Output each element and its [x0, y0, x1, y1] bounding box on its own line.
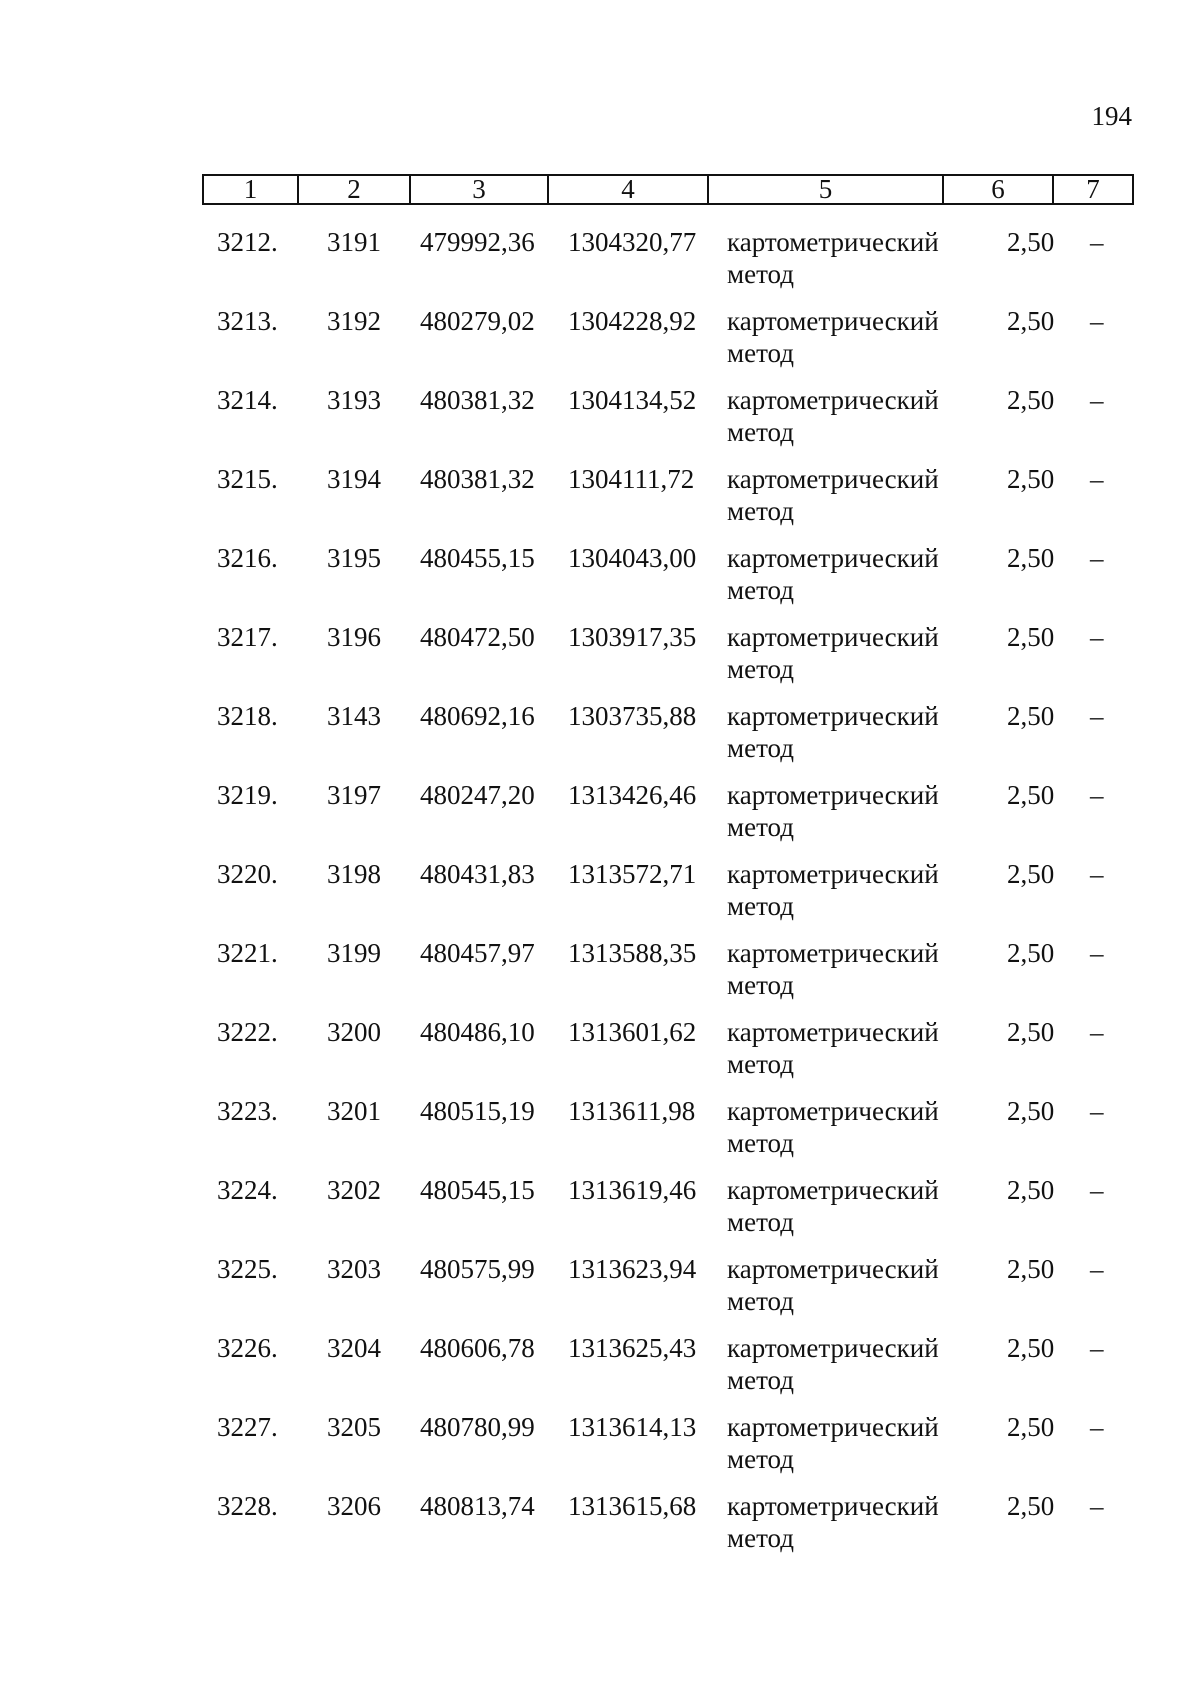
page-number: 194	[1091, 101, 1132, 131]
accuracy-value: 2,50	[1007, 1175, 1055, 1205]
y-coordinate: 1303917,35	[568, 622, 697, 652]
accuracy-value: 2,50	[1007, 780, 1055, 810]
point-id: 3206	[327, 1491, 381, 1521]
row-number: 3219.	[217, 780, 278, 810]
column-header-row	[203, 175, 1133, 204]
method-cell	[727, 1095, 939, 1159]
accuracy-value: 2,50	[1007, 622, 1055, 652]
point-id: 3192	[327, 306, 381, 336]
row-number: 3217.	[217, 622, 278, 652]
x-coordinate: 480381,32	[420, 385, 535, 415]
point-id: 3203	[327, 1254, 381, 1284]
method-line-1: картометрический	[727, 385, 939, 415]
point-id: 3195	[327, 543, 381, 573]
method-cell	[727, 1490, 939, 1554]
method-line-2: метод	[727, 1365, 794, 1395]
column-header-4: 4	[548, 175, 708, 204]
x-coordinate: 479992,36	[420, 227, 535, 257]
method-cell	[727, 700, 939, 764]
accuracy-value: 2,50	[1007, 1254, 1055, 1284]
point-id: 3193	[327, 385, 381, 415]
y-coordinate: 1313623,94	[568, 1254, 697, 1284]
table-row	[202, 1174, 1132, 1253]
row-number: 3223.	[217, 1096, 278, 1126]
point-id: 3200	[327, 1017, 381, 1047]
method-line-2: метод	[727, 812, 794, 842]
row-number: 3225.	[217, 1254, 278, 1284]
method-cell	[727, 1174, 939, 1238]
method-line-1: картометрический	[727, 1412, 939, 1442]
accuracy-value: 2,50	[1007, 701, 1055, 731]
y-coordinate: 1313572,71	[568, 859, 697, 889]
accuracy-value: 2,50	[1007, 938, 1055, 968]
row-number: 3216.	[217, 543, 278, 573]
method-line-2: метод	[727, 1523, 794, 1553]
method-cell	[727, 1253, 939, 1317]
method-line-1: картометрический	[727, 1254, 939, 1284]
accuracy-value: 2,50	[1007, 306, 1055, 336]
table-row	[202, 1332, 1132, 1411]
y-coordinate: 1304228,92	[568, 306, 697, 336]
method-cell	[727, 937, 939, 1001]
table-row	[202, 937, 1132, 1016]
method-line-2: метод	[727, 1286, 794, 1316]
method-line-1: картометрический	[727, 1096, 939, 1126]
accuracy-value: 2,50	[1007, 1096, 1055, 1126]
column-header-1: 1	[203, 175, 298, 204]
column-header-7: 7	[1053, 175, 1133, 204]
y-coordinate: 1304134,52	[568, 385, 697, 415]
method-line-1: картометрический	[727, 1175, 939, 1205]
x-coordinate: 480692,16	[420, 701, 535, 731]
method-cell	[727, 384, 939, 448]
method-line-1: картометрический	[727, 701, 939, 731]
point-id: 3204	[327, 1333, 381, 1363]
method-line-2: метод	[727, 417, 794, 447]
accuracy-value: 2,50	[1007, 1333, 1055, 1363]
method-line-1: картометрический	[727, 306, 939, 336]
point-id: 3198	[327, 859, 381, 889]
table-row	[202, 1490, 1132, 1569]
point-id: 3202	[327, 1175, 381, 1205]
table-row	[202, 1016, 1132, 1095]
point-id: 3194	[327, 464, 381, 494]
empty-dash: –	[1090, 622, 1104, 652]
y-coordinate: 1313611,98	[568, 1096, 696, 1126]
empty-dash: –	[1090, 1096, 1104, 1126]
method-line-2: метод	[727, 1444, 794, 1474]
point-id: 3199	[327, 938, 381, 968]
row-number: 3215.	[217, 464, 278, 494]
table-row	[202, 779, 1132, 858]
accuracy-value: 2,50	[1007, 859, 1055, 889]
method-line-1: картометрический	[727, 859, 939, 889]
column-header-table	[202, 174, 1134, 205]
table-row	[202, 384, 1132, 463]
y-coordinate: 1303735,88	[568, 701, 697, 731]
empty-dash: –	[1090, 701, 1104, 731]
point-id: 3197	[327, 780, 381, 810]
x-coordinate: 480780,99	[420, 1412, 535, 1442]
point-id: 3191	[327, 227, 381, 257]
x-coordinate: 480545,15	[420, 1175, 535, 1205]
x-coordinate: 480486,10	[420, 1017, 535, 1047]
x-coordinate: 480472,50	[420, 622, 535, 652]
column-header-2: 2	[298, 175, 410, 204]
accuracy-value: 2,50	[1007, 543, 1055, 573]
row-number: 3222.	[217, 1017, 278, 1047]
row-number: 3221.	[217, 938, 278, 968]
row-number: 3228.	[217, 1491, 278, 1521]
x-coordinate: 480606,78	[420, 1333, 535, 1363]
y-coordinate: 1313625,43	[568, 1333, 697, 1363]
method-line-2: метод	[727, 575, 794, 605]
accuracy-value: 2,50	[1007, 1412, 1055, 1442]
method-line-2: метод	[727, 338, 794, 368]
row-number: 3227.	[217, 1412, 278, 1442]
x-coordinate: 480247,20	[420, 780, 535, 810]
empty-dash: –	[1090, 1333, 1104, 1363]
x-coordinate: 480431,83	[420, 859, 535, 889]
method-cell	[727, 1016, 939, 1080]
method-line-1: картометрический	[727, 227, 939, 257]
method-line-2: метод	[727, 259, 794, 289]
method-line-1: картометрический	[727, 1333, 939, 1363]
x-coordinate: 480455,15	[420, 543, 535, 573]
empty-dash: –	[1090, 1412, 1104, 1442]
method-cell	[727, 1332, 939, 1396]
y-coordinate: 1313615,68	[568, 1491, 697, 1521]
accuracy-value: 2,50	[1007, 1017, 1055, 1047]
table-row	[202, 463, 1132, 542]
empty-dash: –	[1090, 306, 1104, 336]
method-cell	[727, 542, 939, 606]
method-line-2: метод	[727, 891, 794, 921]
table-row	[202, 305, 1132, 384]
table-row	[202, 1095, 1132, 1174]
row-number: 3212.	[217, 227, 278, 257]
x-coordinate: 480279,02	[420, 306, 535, 336]
point-id: 3196	[327, 622, 381, 652]
empty-dash: –	[1090, 464, 1104, 494]
method-line-1: картометрический	[727, 938, 939, 968]
x-coordinate: 480515,19	[420, 1096, 535, 1126]
method-line-2: метод	[727, 970, 794, 1000]
point-id: 3143	[327, 701, 381, 731]
table-body	[202, 226, 1132, 1569]
accuracy-value: 2,50	[1007, 385, 1055, 415]
row-number: 3220.	[217, 859, 278, 889]
column-header-5: 5	[708, 175, 943, 204]
accuracy-value: 2,50	[1007, 464, 1055, 494]
table-row	[202, 700, 1132, 779]
method-cell	[727, 858, 939, 922]
empty-dash: –	[1090, 938, 1104, 968]
table-row	[202, 1253, 1132, 1332]
y-coordinate: 1304111,72	[568, 464, 695, 494]
table-row	[202, 621, 1132, 700]
y-coordinate: 1313601,62	[568, 1017, 697, 1047]
empty-dash: –	[1090, 1017, 1104, 1047]
method-line-1: картометрический	[727, 543, 939, 573]
column-header-3: 3	[410, 175, 548, 204]
y-coordinate: 1313588,35	[568, 938, 697, 968]
method-line-2: метод	[727, 1128, 794, 1158]
empty-dash: –	[1090, 1175, 1104, 1205]
empty-dash: –	[1090, 1254, 1104, 1284]
y-coordinate: 1313426,46	[568, 780, 697, 810]
y-coordinate: 1304320,77	[568, 227, 697, 257]
x-coordinate: 480457,97	[420, 938, 535, 968]
x-coordinate: 480575,99	[420, 1254, 535, 1284]
method-cell	[727, 226, 939, 290]
method-line-1: картометрический	[727, 780, 939, 810]
method-line-1: картометрический	[727, 622, 939, 652]
row-number: 3214.	[217, 385, 278, 415]
method-line-2: метод	[727, 654, 794, 684]
method-cell	[727, 779, 939, 843]
method-cell	[727, 305, 939, 369]
empty-dash: –	[1090, 1491, 1104, 1521]
point-id: 3205	[327, 1412, 381, 1442]
method-line-2: метод	[727, 1207, 794, 1237]
column-header-6: 6	[943, 175, 1053, 204]
row-number: 3226.	[217, 1333, 278, 1363]
table-row	[202, 1411, 1132, 1490]
accuracy-value: 2,50	[1007, 227, 1055, 257]
y-coordinate: 1313614,13	[568, 1412, 697, 1442]
method-line-1: картометрический	[727, 1017, 939, 1047]
method-line-2: метод	[727, 733, 794, 763]
method-line-2: метод	[727, 496, 794, 526]
method-line-2: метод	[727, 1049, 794, 1079]
method-cell	[727, 463, 939, 527]
empty-dash: –	[1090, 385, 1104, 415]
method-cell	[727, 621, 939, 685]
accuracy-value: 2,50	[1007, 1491, 1055, 1521]
row-number: 3213.	[217, 306, 278, 336]
row-number: 3224.	[217, 1175, 278, 1205]
method-cell	[727, 1411, 939, 1475]
empty-dash: –	[1090, 227, 1104, 257]
x-coordinate: 480813,74	[420, 1491, 535, 1521]
empty-dash: –	[1090, 780, 1104, 810]
table-row	[202, 858, 1132, 937]
row-number: 3218.	[217, 701, 278, 731]
y-coordinate: 1313619,46	[568, 1175, 697, 1205]
empty-dash: –	[1090, 859, 1104, 889]
empty-dash: –	[1090, 543, 1104, 573]
x-coordinate: 480381,32	[420, 464, 535, 494]
method-line-1: картометрический	[727, 1491, 939, 1521]
table-row	[202, 542, 1132, 621]
method-line-1: картометрический	[727, 464, 939, 494]
table-row	[202, 226, 1132, 305]
point-id: 3201	[327, 1096, 381, 1126]
y-coordinate: 1304043,00	[568, 543, 697, 573]
